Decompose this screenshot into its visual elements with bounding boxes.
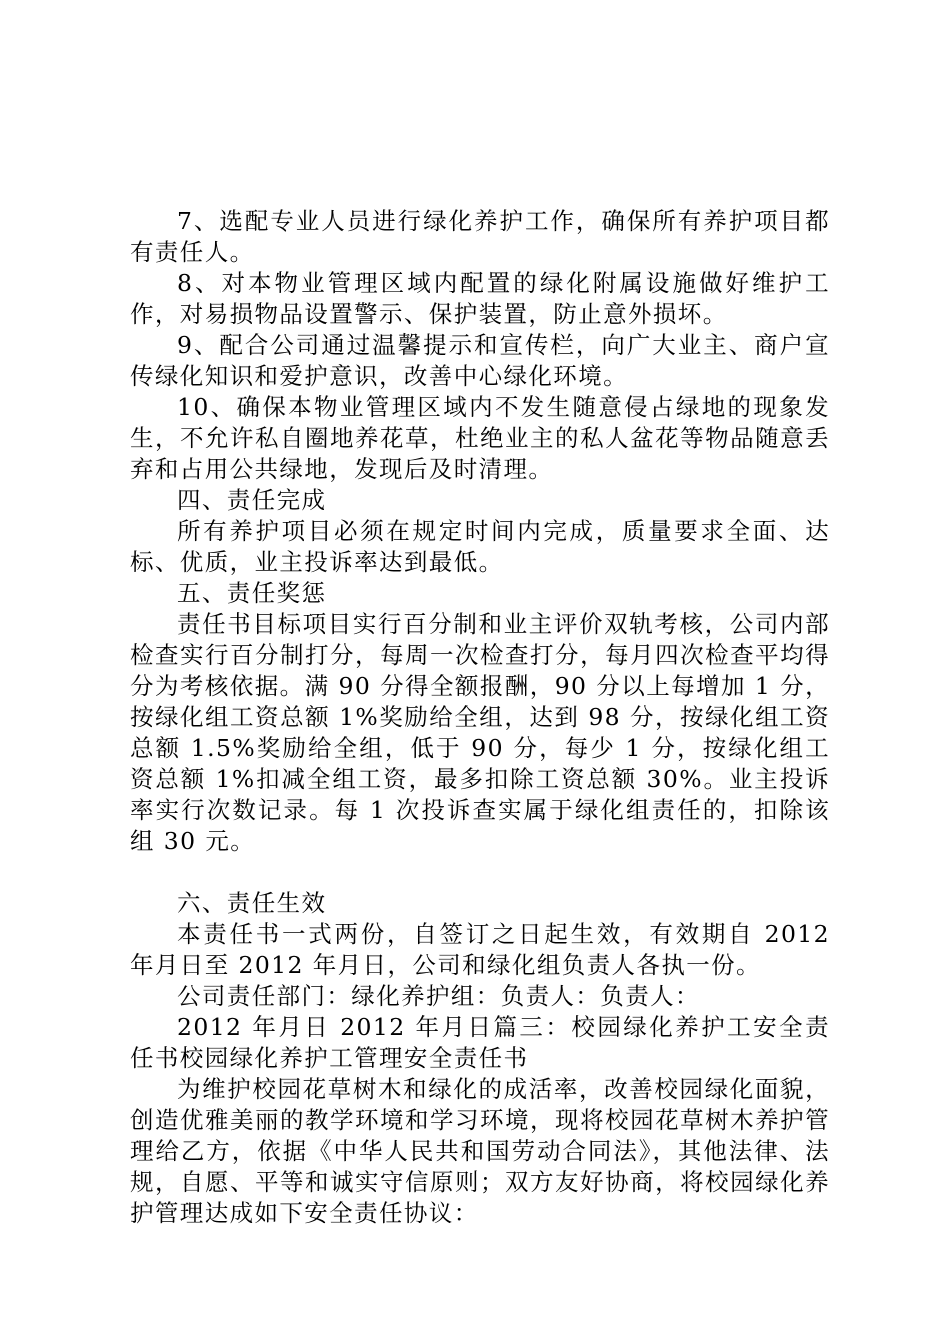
date-and-title-line: 2012 年月日 2012 年月日篇三：校园绿化养护工安全责任书校园绿化养护工管理安全责任书 <box>130 1013 830 1072</box>
paragraph-campus-intro: 为维护校园花草树木和绿化的成活率，改善校园绿化面貌，创造优雅美丽的教学环境和学习环境，现将校园花草树木养护管理给乙方，依据《中华人民共和国劳动合同法》，其他法律、法规，自愿、平等和诚实守信原则；双方友好协商，将校园绿化养护管理达成如下安全责任协议： <box>130 1075 830 1227</box>
paragraph-item-9: 9、配合公司通过温馨提示和宣传栏，向广大业主、商户宣传绿化知识和爱护意识，改善中心绿化环境。 <box>130 331 830 390</box>
paragraph-completion: 所有养护项目必须在规定时间内完成，质量要求全面、达标、优质，业主投诉率达到最低。 <box>130 517 830 576</box>
document-page <box>130 206 830 1229</box>
signature-line: 公司责任部门：绿化养护组：负责人：负责人： <box>177 982 700 1010</box>
paragraph-item-7: 7、选配专业人员进行绿化养护工作，确保所有养护项目都有责任人。 <box>130 207 830 266</box>
paragraph-effective: 本责任书一式两份，自签订之日起生效，有效期自 2012 年月日至 2012 年月日，公司和绿化组负责人各执一份。 <box>130 920 830 979</box>
paragraph-item-8: 8、对本物业管理区域内配置的绿化附属设施做好维护工作，对易损物品设置警示、保护装置，防止意外损坏。 <box>130 269 830 328</box>
section-heading-completion: 四、责任完成 <box>177 486 327 514</box>
section-heading-rewards: 五、责任奖惩 <box>177 579 327 607</box>
paragraph-spacer <box>130 857 830 888</box>
paragraph-item-10: 10、确保本物业管理区域内不发生随意侵占绿地的现象发生，不允许私自圈地养花草，杜绝业主的私人盆花等物品随意丢弃和占用公共绿地，发现后及时清理。 <box>130 393 830 483</box>
paragraph-rewards: 责任书目标项目实行百分制和业主评价双轨考核，公司内部检查实行百分制打分，每周一次检查打分，每月四次检查平均得分为考核依据。满 90 分得全额报酬，90 分以上每增加 1 分，按绿化组工资总额 1%奖励给全组，达到 98 分，按绿化组工资总额 1.5%奖励给全组，低于 90 分，每少 1 分，按绿化组工资总额 1%扣减全组工资，最多扣除工资总额 30%。业主投诉率实行次数记录。每 1 次投诉查实属于绿化组责任的，扣除该组 30 元。 <box>130 610 830 855</box>
section-heading-effective: 六、责任生效 <box>177 889 327 917</box>
